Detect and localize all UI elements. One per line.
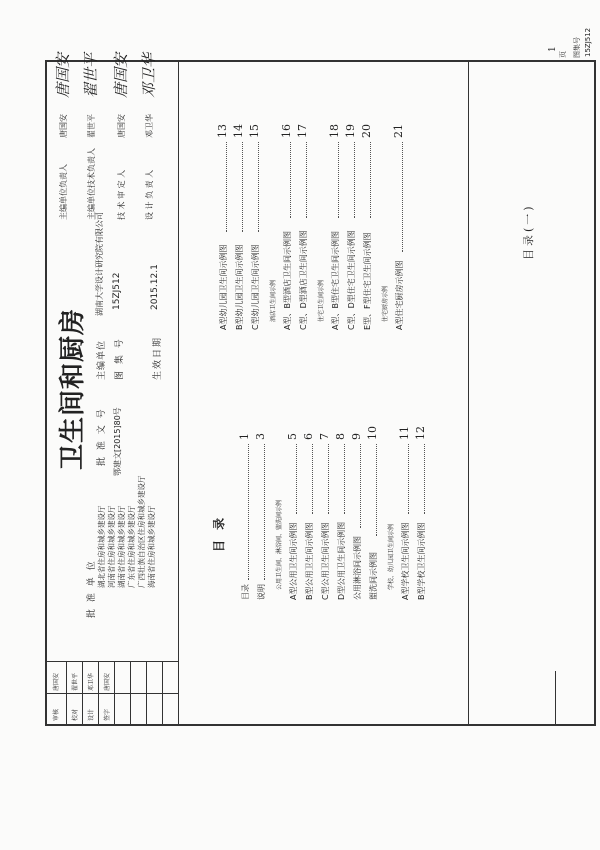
footer-atlas-no: 15ZJ512 — [584, 27, 592, 57]
toc-item[interactable]: C型、D型酒店卫生间示例图 17 — [296, 124, 309, 330]
toc-item[interactable]: C型公用卫生间示例图 7 — [318, 433, 331, 600]
editor-label: 主编单位 — [97, 339, 107, 380]
margin-cell-name: 唐国安 — [104, 672, 111, 691]
person-role: 技 术 审 定 人 — [117, 169, 126, 220]
approval-unit: 海南省住房和城乡建设厅 — [147, 505, 156, 588]
margin-cell-name: 翟世平 — [72, 672, 79, 691]
margin-cell-title: 审核 — [53, 708, 60, 721]
outer-border-left — [45, 724, 595, 726]
toc-item[interactable]: C型幼儿园卫生间示例图 15 — [248, 124, 261, 330]
outer-border-top — [45, 60, 47, 726]
toc-item[interactable]: A型、B型住宅卫生间示例图 18 — [328, 124, 341, 330]
person-name: 翟世平 — [87, 114, 96, 138]
toc-section-heading: 住宅厨房示例 — [382, 285, 389, 322]
footer-atlas-label: 图集号 — [573, 37, 581, 58]
editor-org: 湖南大学设计研究院有限公司 — [95, 212, 104, 316]
margin-table — [46, 662, 178, 724]
margin-cell-name: 唐国安 — [53, 672, 60, 691]
margin-cell-title: 设计 — [88, 708, 95, 721]
toc-item[interactable]: E型、F型住宅卫生间示例图 20 — [360, 124, 373, 330]
toc-item[interactable]: B型幼儿园卫生间示例图 14 — [232, 124, 245, 330]
sheet-title: 目录(一) — [522, 203, 535, 260]
person-name: 唐国安 — [117, 114, 126, 138]
person-name: 邓卫华 — [145, 114, 154, 138]
footer-page-label: 页 — [559, 51, 567, 58]
person-role: 设 计 负 责 人 — [145, 169, 154, 220]
toc-section-heading: 酒店卫生间示例 — [270, 279, 277, 322]
approval-unit: 河南省住房和城乡建设厅 — [107, 505, 116, 588]
toc-item[interactable]: 说明 3 — [254, 433, 267, 600]
approval-unit: 广西壮族自治区住房和城乡建设厅 — [137, 475, 146, 588]
outer-border-bottom — [594, 60, 596, 726]
signature: 唐国安 — [112, 52, 130, 98]
toc-item[interactable]: A型学校卫生间示例图 11 — [398, 426, 411, 600]
person-role: 主编单位负责人 — [59, 164, 68, 220]
toc-item[interactable]: B型学校卫生间示例图 12 — [414, 426, 427, 600]
signature: 翟世平 — [82, 52, 100, 98]
atlas-label: 图 集 号 — [115, 337, 125, 380]
toc-item[interactable]: 公用淋浴间示例图 9 — [350, 433, 363, 600]
toc-title: 目 录 — [212, 514, 226, 552]
toc-item[interactable]: 盥洗间示例图 10 — [366, 426, 379, 600]
margin-cell-title: 校对 — [72, 708, 79, 721]
margin-cell-title: 签字 — [104, 708, 111, 721]
footer-divider — [468, 60, 469, 726]
date-label: 生效日期 — [153, 335, 163, 380]
header-divider — [178, 60, 179, 726]
footer-page-no: 1 — [548, 46, 558, 52]
footer-code-divider — [555, 671, 556, 726]
atlas-no: 15ZJ512 — [112, 272, 122, 310]
signature: 邓卫华 — [140, 52, 158, 98]
toc-item[interactable]: 目录 1 — [238, 433, 251, 600]
person-name: 唐国安 — [59, 114, 68, 138]
toc-section-heading: 住宅卫生间示例 — [318, 279, 325, 322]
effective-date: 2015.12.1 — [150, 264, 160, 310]
toc-section-heading: 公用卫生间、淋浴间、盥洗间示例 — [276, 499, 283, 590]
toc-item[interactable]: C型、D型住宅卫生间示例图 19 — [344, 124, 357, 330]
approval-unit-label: 批 准 单 位 — [87, 559, 97, 618]
toc-item[interactable]: A型、B型酒店卫生间示例图 16 — [280, 124, 293, 330]
toc-item[interactable]: A型住宅厨房示例图 21 — [392, 124, 405, 330]
approval-unit: 广东省住房和城乡建设厅 — [127, 505, 136, 588]
toc-item[interactable]: B型公用卫生间示例图 6 — [302, 433, 315, 600]
toc-item[interactable]: A型公用卫生间示例图 5 — [286, 433, 299, 600]
approval-unit: 湖北省住房和城乡建设厅 — [97, 505, 106, 588]
toc-section-heading: 学校、幼儿园卫生间示例 — [388, 523, 395, 590]
toc-item[interactable]: D型公用卫生间示例图 8 — [334, 433, 347, 600]
toc-item[interactable]: A型幼儿园卫生间示例图 13 — [216, 124, 229, 330]
doc-no-label: 批 准 文 号 — [97, 407, 107, 466]
margin-cell-name: 邓卫华 — [88, 672, 95, 691]
approval-unit: 湖南省住房和城乡建设厅 — [117, 505, 126, 588]
doc-no: 鄂建文[2015]80号 — [113, 407, 122, 476]
person-role: 主编单位技术负责人 — [87, 148, 96, 220]
signature: 唐国安 — [54, 52, 72, 98]
page-title: 卫生间和厨房 — [58, 307, 88, 470]
